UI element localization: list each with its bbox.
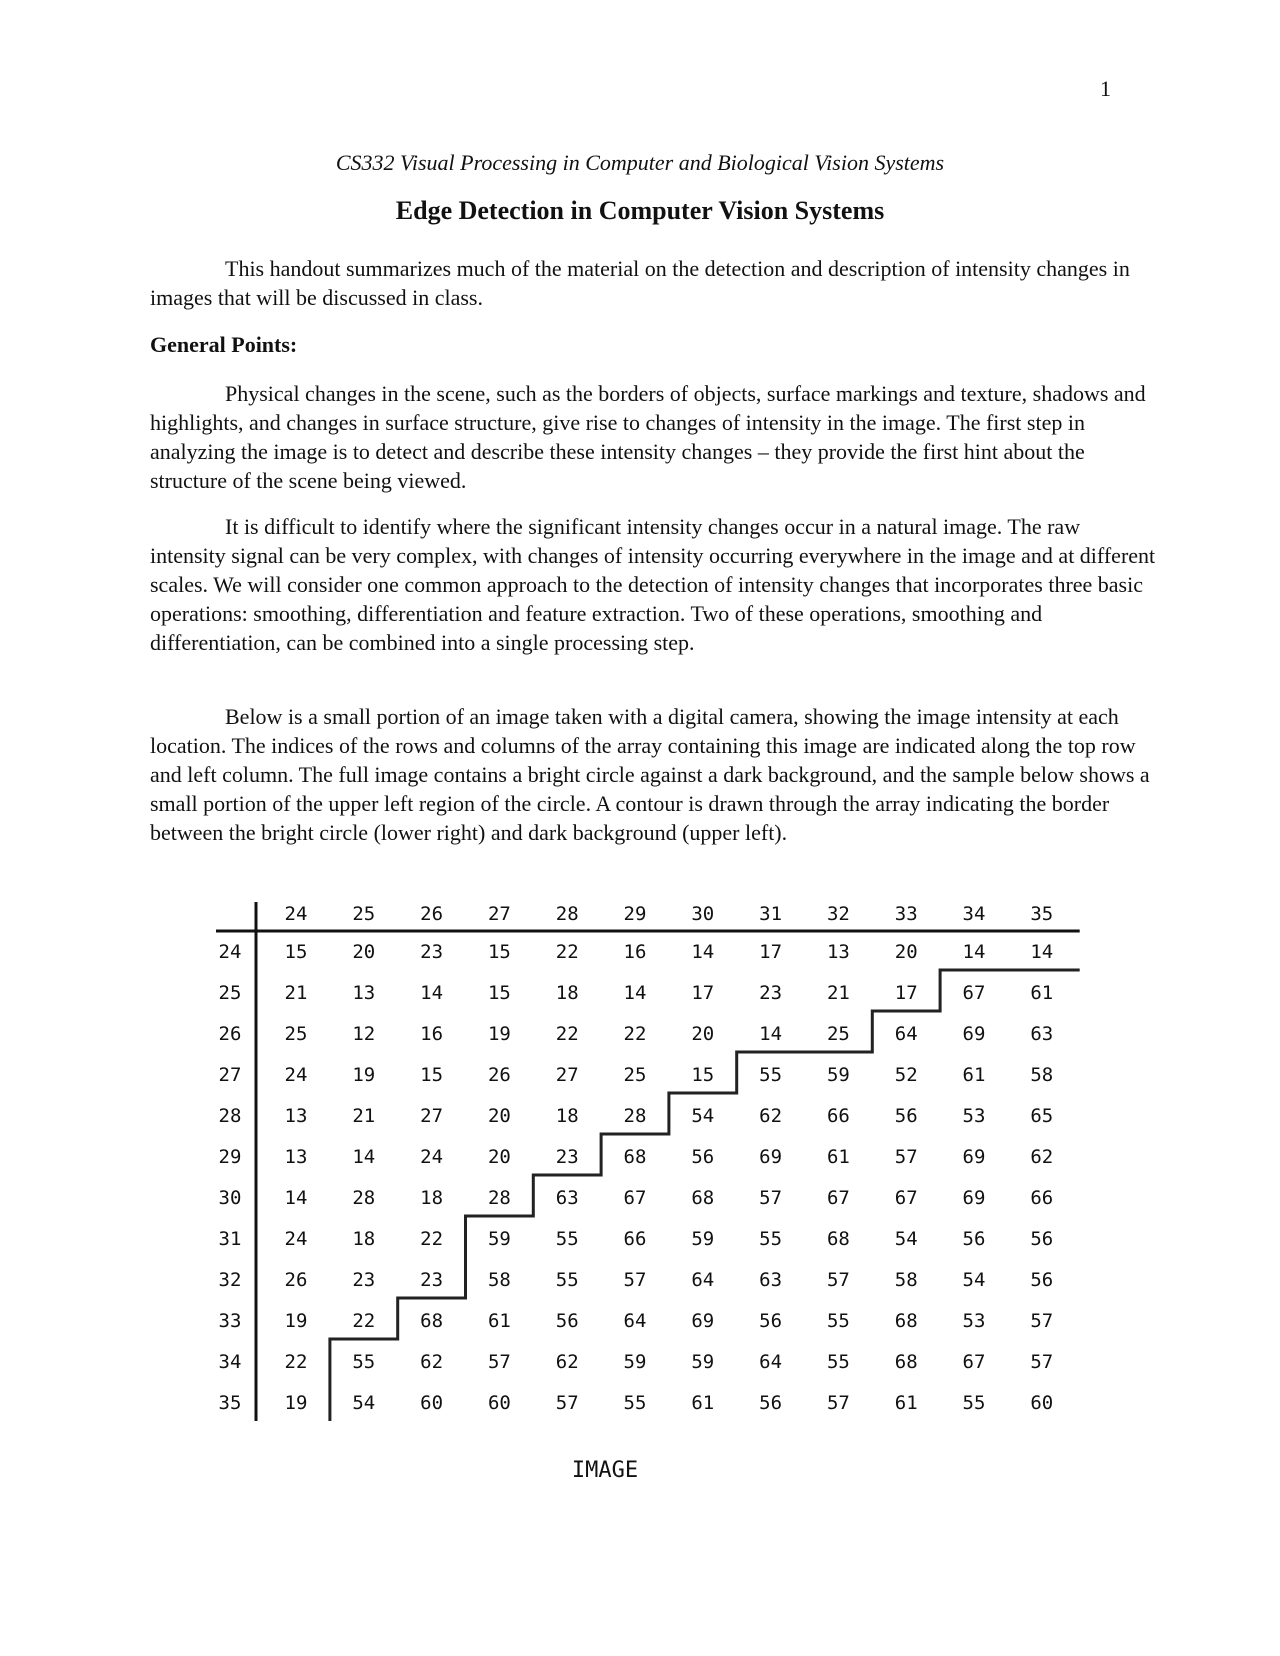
grid-cell-value: 23 xyxy=(759,982,783,1004)
grid-cell-value: 58 xyxy=(1030,1064,1054,1086)
grid-cell-value: 57 xyxy=(487,1351,511,1373)
column-index: 28 xyxy=(555,903,579,925)
grid-cell-value: 14 xyxy=(1030,941,1054,963)
grid-cell-value: 15 xyxy=(487,941,511,963)
grid-cell-value: 15 xyxy=(691,1064,715,1086)
grid-cell-value: 56 xyxy=(894,1105,918,1127)
grid-cell-value: 56 xyxy=(555,1310,579,1332)
grid-cell-value: 61 xyxy=(826,1146,850,1168)
grid-cell-value: 56 xyxy=(1030,1228,1054,1250)
grid-cell-value: 67 xyxy=(623,1187,647,1209)
column-index: 24 xyxy=(284,903,308,925)
grid-cell-value: 55 xyxy=(826,1310,850,1332)
grid-cell-value: 13 xyxy=(284,1105,308,1127)
grid-cell-value: 61 xyxy=(691,1392,715,1414)
grid-cell-value: 14 xyxy=(352,1146,376,1168)
grid-cell-value: 16 xyxy=(420,1023,444,1045)
grid-cell-value: 61 xyxy=(487,1310,511,1332)
grid-cell-value: 55 xyxy=(352,1351,376,1373)
column-index: 27 xyxy=(487,903,511,925)
column-index: 30 xyxy=(691,903,715,925)
grid-cell-value: 20 xyxy=(691,1023,715,1045)
column-index: 25 xyxy=(352,903,376,925)
grid-cell-value: 22 xyxy=(555,1023,579,1045)
grid-cell-value: 59 xyxy=(623,1351,647,1373)
grid-cell-value: 62 xyxy=(555,1351,579,1373)
grid-cell-value: 55 xyxy=(555,1269,579,1291)
array-description-paragraph: Below is a small portion of an image taken with a digital camera, showing the image intensity at each location. The indices of the rows and columns of the array containing this image are indicated along the top row and left column. The full image contains a bright circle against a dark background, and the sample below shows a small portion of the upper left region of the circle. A contour is drawn through the array indicating the border between the bright circle (lower right) and dark background (upper left). xyxy=(150,704,1150,845)
grid-cell-value: 66 xyxy=(623,1228,647,1250)
grid-cell-value: 28 xyxy=(487,1187,511,1209)
grid-cell-value: 69 xyxy=(962,1023,986,1045)
grid-cell-value: 59 xyxy=(487,1228,511,1250)
grid-cell-value: 69 xyxy=(759,1146,783,1168)
grid-cell-value: 61 xyxy=(1030,982,1054,1004)
row-index: 24 xyxy=(218,941,242,963)
grid-cell-value: 15 xyxy=(420,1064,444,1086)
grid-cell-value: 19 xyxy=(284,1392,308,1414)
grid-cell-value: 17 xyxy=(691,982,715,1004)
grid-cell-value: 60 xyxy=(1030,1392,1054,1414)
grid-cell-value: 57 xyxy=(894,1146,918,1168)
row-index: 32 xyxy=(218,1269,242,1291)
grid-cell-value: 54 xyxy=(894,1228,918,1250)
grid-cell-value: 24 xyxy=(420,1146,444,1168)
grid-cell-value: 56 xyxy=(759,1310,783,1332)
grid-cell-value: 67 xyxy=(894,1187,918,1209)
grid-cell-value: 62 xyxy=(759,1105,783,1127)
grid-cell-value: 14 xyxy=(623,982,647,1004)
grid-cell-value: 18 xyxy=(420,1187,444,1209)
grid-cell-value: 67 xyxy=(826,1187,850,1209)
grid-cell-value: 15 xyxy=(487,982,511,1004)
grid-cell-value: 21 xyxy=(826,982,850,1004)
grid-cell-value: 21 xyxy=(352,1105,376,1127)
general-points-heading: General Points: xyxy=(150,332,298,357)
grid-cell-value: 17 xyxy=(894,982,918,1004)
grid-cell-value: 17 xyxy=(759,941,783,963)
grid-cell-value: 57 xyxy=(1030,1310,1054,1332)
grid-cell-value: 68 xyxy=(420,1310,444,1332)
grid-cell-value: 23 xyxy=(420,941,444,963)
grid-cell-value: 14 xyxy=(759,1023,783,1045)
grid-cell-value: 26 xyxy=(487,1064,511,1086)
grid-cell-value: 19 xyxy=(487,1023,511,1045)
grid-cell-value: 14 xyxy=(691,941,715,963)
grid-cell-value: 53 xyxy=(962,1310,986,1332)
grid-cell-value: 23 xyxy=(420,1269,444,1291)
row-index: 30 xyxy=(218,1187,242,1209)
grid-cell-value: 21 xyxy=(284,982,308,1004)
grid-cell-value: 23 xyxy=(555,1146,579,1168)
grid-cell-value: 57 xyxy=(555,1392,579,1414)
grid-cell-value: 55 xyxy=(623,1392,647,1414)
grid-cell-value: 54 xyxy=(691,1105,715,1127)
boundary-contour-line xyxy=(330,970,1080,1421)
grid-cell-value: 68 xyxy=(691,1187,715,1209)
grid-cell-value: 14 xyxy=(420,982,444,1004)
grid-cell-value: 68 xyxy=(894,1351,918,1373)
grid-cell-value: 12 xyxy=(352,1023,376,1045)
course-title: CS332 Visual Processing in Computer and Biological Vision Systems xyxy=(335,150,945,175)
grid-cell-value: 58 xyxy=(487,1269,511,1291)
grid-cell-value: 65 xyxy=(1030,1105,1054,1127)
grid-cell-value: 18 xyxy=(555,982,579,1004)
grid-cell-value: 66 xyxy=(1030,1187,1054,1209)
grid-cell-value: 66 xyxy=(826,1105,850,1127)
grid-cell-value: 61 xyxy=(962,1064,986,1086)
grid-cell-value: 55 xyxy=(555,1228,579,1250)
grid-cell-value: 59 xyxy=(691,1228,715,1250)
grid-cell-value: 22 xyxy=(352,1310,376,1332)
grid-cell-value: 15 xyxy=(284,941,308,963)
grid-cell-value: 56 xyxy=(691,1146,715,1168)
page-number: 1 xyxy=(1100,76,1111,101)
grid-cell-value: 64 xyxy=(894,1023,918,1045)
figure-caption: IMAGE xyxy=(571,1458,639,1483)
grid-cell-value: 62 xyxy=(1030,1146,1054,1168)
grid-cell-value: 22 xyxy=(555,941,579,963)
grid-cell-value: 56 xyxy=(1030,1269,1054,1291)
row-index: 28 xyxy=(218,1105,242,1127)
grid-cell-value: 13 xyxy=(284,1146,308,1168)
grid-cell-value: 69 xyxy=(962,1187,986,1209)
grid-cell-value: 62 xyxy=(420,1351,444,1373)
column-index: 26 xyxy=(420,903,444,925)
grid-cell-value: 55 xyxy=(759,1064,783,1086)
grid-cell-value: 68 xyxy=(623,1146,647,1168)
grid-cell-value: 64 xyxy=(623,1310,647,1332)
grid-cell-value: 25 xyxy=(284,1023,308,1045)
column-index: 35 xyxy=(1030,903,1054,925)
grid-cell-value: 26 xyxy=(284,1269,308,1291)
grid-cell-value: 28 xyxy=(352,1187,376,1209)
row-index: 31 xyxy=(218,1228,242,1250)
row-index: 25 xyxy=(218,982,242,1004)
grid-cell-value: 24 xyxy=(284,1228,308,1250)
grid-cell-value: 22 xyxy=(623,1023,647,1045)
grid-cell-value: 64 xyxy=(691,1269,715,1291)
grid-cell-value: 55 xyxy=(826,1351,850,1373)
grid-cell-value: 18 xyxy=(555,1105,579,1127)
grid-cell-value: 59 xyxy=(691,1351,715,1373)
grid-cell-value: 60 xyxy=(420,1392,444,1414)
grid-cell-value: 25 xyxy=(623,1064,647,1086)
grid-cell-value: 13 xyxy=(352,982,376,1004)
grid-cell-value: 68 xyxy=(826,1228,850,1250)
grid-cell-value: 58 xyxy=(894,1269,918,1291)
grid-cell-value: 56 xyxy=(962,1228,986,1250)
grid-cell-value: 63 xyxy=(555,1187,579,1209)
grid-cell-value: 63 xyxy=(1030,1023,1054,1045)
grid-cell-value: 54 xyxy=(962,1269,986,1291)
grid-cell-value: 52 xyxy=(894,1064,918,1086)
grid-cell-value: 27 xyxy=(420,1105,444,1127)
column-index: 34 xyxy=(962,903,986,925)
row-index: 35 xyxy=(218,1392,242,1414)
row-index: 26 xyxy=(218,1023,242,1045)
grid-cell-value: 67 xyxy=(962,1351,986,1373)
grid-cell-value: 20 xyxy=(487,1146,511,1168)
grid-cell-value: 28 xyxy=(623,1105,647,1127)
document-title: Edge Detection in Computer Vision Systems xyxy=(395,196,885,225)
row-index: 33 xyxy=(218,1310,242,1332)
grid-cell-value: 22 xyxy=(420,1228,444,1250)
grid-cell-value: 57 xyxy=(1030,1351,1054,1373)
difficulty-paragraph: It is difficult to identify where the significant intensity changes occur in a natural image. The raw intensity signal can be very complex, with changes of intensity occurring everywhere in the image and at different scales. We will consider one common approach to the detection of intensity changes that incorporates three basic operations: smoothing, differentiation and feature extraction. Two of these operations, smoothing and differentiation, can be combined into a single processing step. xyxy=(150,514,1156,655)
grid-cell-value: 57 xyxy=(826,1392,850,1414)
intro-paragraph: This handout summarizes much of the material on the detection and description of intensity changes in images that will be discussed in class. xyxy=(150,256,1130,310)
grid-cell-value: 24 xyxy=(284,1064,308,1086)
row-index: 34 xyxy=(218,1351,242,1373)
grid-cell-value: 69 xyxy=(962,1146,986,1168)
grid-cell-value: 64 xyxy=(759,1351,783,1373)
grid-cell-value: 19 xyxy=(352,1064,376,1086)
grid-cell-value: 54 xyxy=(352,1392,376,1414)
grid-cell-value: 20 xyxy=(894,941,918,963)
grid-cell-value: 20 xyxy=(487,1105,511,1127)
grid-cell-value: 57 xyxy=(826,1269,850,1291)
grid-cell-value: 25 xyxy=(826,1023,850,1045)
grid-cell-value: 56 xyxy=(759,1392,783,1414)
column-index: 32 xyxy=(826,903,850,925)
grid-cell-value: 27 xyxy=(555,1064,579,1086)
column-index: 31 xyxy=(759,903,783,925)
grid-cell-value: 68 xyxy=(894,1310,918,1332)
grid-cell-value: 55 xyxy=(962,1392,986,1414)
row-index: 27 xyxy=(218,1064,242,1086)
grid-cell-value: 14 xyxy=(284,1187,308,1209)
physical-changes-paragraph: Physical changes in the scene, such as the borders of objects, surface markings and texture, shadows and highlights, and changes in surface structure, give rise to changes of intensity in the image. The first step in analyzing the image is to detect and describe these intensity changes – they provide the first hint about the structure of the scene being viewed. xyxy=(150,381,1146,493)
grid-cell-value: 19 xyxy=(284,1310,308,1332)
grid-cell-value: 23 xyxy=(352,1269,376,1291)
grid-cell-value: 67 xyxy=(962,982,986,1004)
grid-cell-value: 20 xyxy=(352,941,376,963)
column-index: 29 xyxy=(623,903,647,925)
row-index: 29 xyxy=(218,1146,242,1168)
grid-cell-value: 63 xyxy=(759,1269,783,1291)
grid-cell-value: 55 xyxy=(759,1228,783,1250)
grid-cell-value: 22 xyxy=(284,1351,308,1373)
grid-cell-value: 59 xyxy=(826,1064,850,1086)
grid-cell-value: 18 xyxy=(352,1228,376,1250)
grid-cell-value: 69 xyxy=(691,1310,715,1332)
grid-cell-value: 16 xyxy=(623,941,647,963)
grid-cell-value: 57 xyxy=(623,1269,647,1291)
grid-cell-value: 14 xyxy=(962,941,986,963)
grid-cell-value: 61 xyxy=(894,1392,918,1414)
grid-cell-value: 60 xyxy=(487,1392,511,1414)
grid-cell-value: 53 xyxy=(962,1105,986,1127)
grid-cell-value: 57 xyxy=(759,1187,783,1209)
grid-cell-value: 13 xyxy=(826,941,850,963)
column-index: 33 xyxy=(894,903,918,925)
